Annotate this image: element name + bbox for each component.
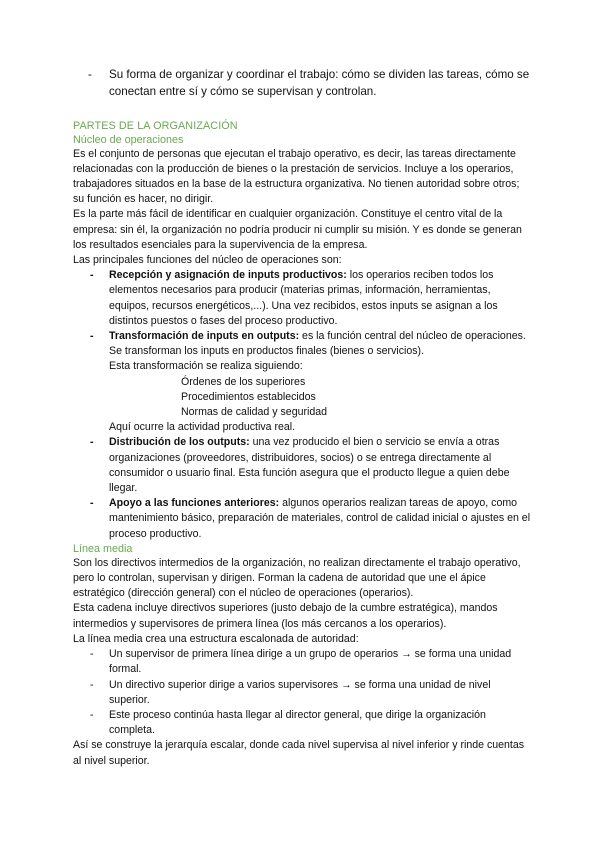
paragraph: Esta cadena incluye directivos superiores (justo debajo de la cumbre estratégica), mandos intermedios y supervisores de primera línea (los más cercanos a los operarios). [73, 602, 498, 630]
dash-bullet: - [88, 68, 92, 81]
list-item-text: Un supervisor de primera línea dirige a un grupo de operarios → se forma una unidad formal. [109, 648, 512, 676]
list-item-text: Su forma de organizar y coordinar el trabajo: cómo se dividen las tareas, cómo se conectan entre sí y cómo se supervisan y controlan. [109, 68, 530, 98]
paragraph: Son los directivos intermedios de la organización, no realizan directamente el trabajo operativo, pero lo controlan, supervisan y dirigen. Forman la cadena de autoridad que une el ápice estratégico (dirección general) con el núcleo de operaciones (operarios). [73, 556, 521, 600]
step-item: Normas de calidad y seguridad [181, 406, 328, 419]
list-item [73, 496, 533, 542]
steps-block [109, 375, 533, 421]
list-item [73, 435, 533, 496]
dash-bullet: - [90, 497, 94, 510]
list-item [73, 678, 533, 708]
step-item: Procedimientos establecidos [181, 390, 316, 403]
function-text: es la función central del núcleo de operaciones. Se transforman los inputs en productos finales (bienes o servicios). [109, 330, 526, 358]
list-item [73, 708, 533, 738]
paragraph: La línea media crea una estructura escalonada de autoridad: [73, 632, 359, 645]
function-title: Apoyo a las funciones anteriores: [109, 497, 280, 510]
list-item [73, 647, 533, 677]
paragraph: Así se construye la jerarquía escalar, donde cada nivel supervisa al nivel inferior y rinde cuentas al nivel superior. [73, 739, 525, 767]
subheading-nucleo: Núcleo de operaciones [73, 133, 184, 146]
list-item [73, 268, 533, 329]
function-title: Recepción y asignación de inputs productivos: [109, 269, 347, 282]
paragraph: Es el conjunto de personas que ejecutan el trabajo operativo, es decir, las tareas directamente relacionadas con la producción de bienes o la prestación de servicios. Incluye a los operarios, trabajadores situados en la base de la estructura organizativa. No tienen autoridad sobre otros; su función es hacer, no dirigir. [73, 147, 520, 206]
dash-bullet: - [90, 436, 94, 449]
dash-bullet: - [90, 678, 94, 691]
paragraph: Las principales funciones del núcleo de operaciones son: [73, 254, 342, 267]
function-title: Transformación de inputs en outputs: [109, 330, 300, 343]
hierarchy-list [73, 647, 533, 738]
step-item: Órdenes de los superiores [181, 375, 306, 388]
list-item [73, 329, 533, 435]
dash-bullet: - [90, 330, 94, 343]
function-text: los operarios reciben todos los elementos necesarios para producir (materias primas, información, herramientas, equipos, recursos energéticos,...). Una vez recibidos, estos inputs se asignan a los distintos puestos o fases del proceso productivo. [109, 269, 498, 327]
document-body [73, 67, 533, 769]
function-text: una vez producido el bien o servicio se envía a otras organizaciones (proveedores, distribuidores, socios) o se entrega directamente al consumidor o usuario final. Esta función asegura que el producto llegue a quien debe llegar. [109, 436, 510, 495]
function-text: algunos operarios realizan tareas de apoyo, como mantenimiento básico, preparación de materiales, control de calidad inicial o ajustes en el proceso productivo. [109, 497, 531, 540]
function-title: Distribución de los outputs: [109, 436, 250, 449]
dash-bullet: - [90, 269, 94, 282]
dash-bullet: - [90, 708, 94, 721]
list-item-text: Este proceso continúa hasta llegar al director general, que dirige la organización completa. [109, 708, 486, 737]
transformation-intro: Esta transformación se realiza siguiendo: [109, 360, 303, 373]
subheading-linea-media: Línea media [73, 542, 133, 555]
list-item [73, 67, 533, 101]
functions-list [73, 268, 533, 542]
list-item-text: Un directivo superior dirige a varios supervisores → se forma una unidad de nivel superior. [109, 678, 491, 706]
paragraph: Es la parte más fácil de identificar en cualquier organización. Constituye el centro vital de la empresa: sin él, la organización no podría producir ni cumplir su misión. Y es donde se generan los resultados esenciales para la supervivencia de la empresa. [73, 208, 522, 251]
transformation-outro: Aquí ocurre la actividad productiva real. [109, 421, 296, 434]
section-heading: PARTES DE LA ORGANIZACIÓN [73, 119, 238, 132]
dash-bullet: - [90, 648, 94, 661]
